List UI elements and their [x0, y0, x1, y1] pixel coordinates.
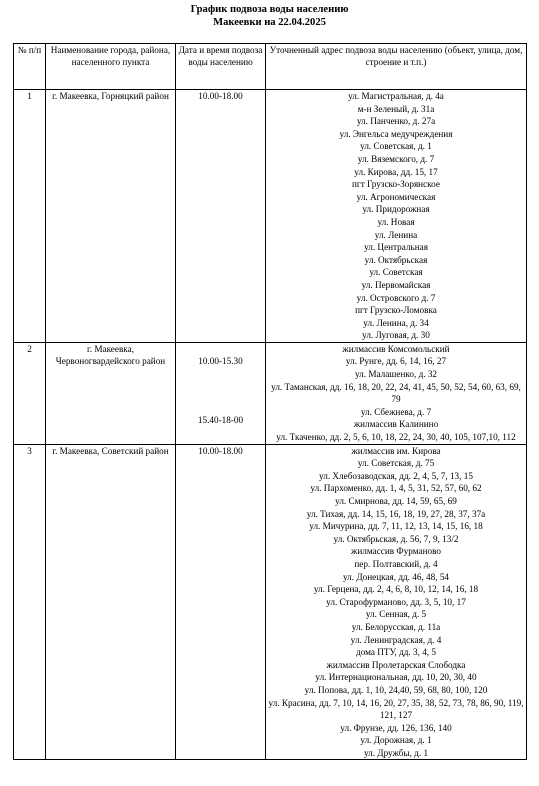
- address-item: ул. Донецкая, дд. 46, 48, 54: [342, 571, 450, 582]
- address-item: ул. Октябрьская: [364, 254, 428, 265]
- row-number: 2: [14, 342, 46, 444]
- address-item: ул. Панченко, д. 27а: [356, 116, 436, 127]
- address-item: пер. Полтавский, д. 4: [354, 558, 438, 569]
- title-line-2: Макеевки на 22.04.2025: [213, 17, 326, 28]
- table-header-row: [14, 44, 527, 90]
- header-num: № п/п: [14, 44, 46, 90]
- title-line-1: График подвоза воды населению: [190, 4, 349, 15]
- address-item: ул. Смирнова, дд. 14, 59, 65, 69: [335, 496, 457, 506]
- address-item: ул. Октябрьская, д. 56, 7, 9, 13/2: [333, 533, 459, 544]
- address-item: ул. Дружбы, д. 1: [363, 747, 429, 758]
- address-item: дома ПТУ, дд. 3, 4, 5: [356, 647, 436, 658]
- row-number: 1: [14, 90, 46, 343]
- address-item: ул. Кирова, дд. 15, 17: [354, 166, 438, 177]
- address-item: ул. Малашенко, д. 32: [354, 369, 438, 380]
- address-list: [266, 90, 527, 343]
- address-list: [266, 342, 527, 444]
- delivery-time-cell: [176, 444, 266, 760]
- delivery-time-cell: [176, 342, 266, 444]
- address-item: жилмассив Калинино: [353, 419, 439, 430]
- address-item: жилмассив Комсомольский: [342, 343, 450, 354]
- document-title: [0, 3, 539, 29]
- address-item: ул. Магистральная, д. 4а: [348, 91, 444, 101]
- address-item: ул. Фрунзе, дд. 126, 136, 140: [340, 722, 452, 733]
- address-list: [266, 444, 527, 760]
- address-item: жилмассив Фурманово: [351, 546, 441, 557]
- row-number: 3: [14, 444, 46, 760]
- address-item: ул. Сенная, д. 5: [365, 609, 427, 620]
- delivery-time-cell: [176, 90, 266, 343]
- address-item: ул. Тихая, дд. 14, 15, 16, 18, 19, 27, 28, 37, 37а: [306, 508, 486, 519]
- address-item: ул. Вяземского, д. 7: [357, 153, 435, 164]
- delivery-time: 10.00-15.30: [198, 355, 243, 366]
- table-row: [14, 342, 527, 444]
- delivery-time: 10.00-18.00: [198, 91, 243, 101]
- header-name: Наименование города, района, населенного пункта: [46, 44, 176, 90]
- header-address: Уточненный адрес подвоза воды населению (объект, улица, дом, строение и т.п.): [266, 44, 527, 90]
- address-item: ул. Луговая, д. 30: [362, 330, 430, 341]
- address-item: ул. Таманская, дд. 16, 18, 20, 22, 24, 41, 45, 50, 52, 54, 60, 63, 69, 79: [271, 381, 521, 405]
- address-item: ул. Советская, д. 1: [360, 141, 432, 152]
- delivery-time-second: 15.40-18-00: [197, 415, 244, 426]
- address-item: ул. Ленинградская, д. 4: [350, 634, 442, 645]
- address-item: м-н Зеленый, д. 31а: [357, 103, 435, 114]
- address-item: ул. Белорусская, д. 11а: [351, 621, 441, 632]
- address-item: ул. Энгельса медучреждения: [339, 128, 453, 139]
- address-item: ул. Сбежнева, д. 7: [360, 406, 432, 417]
- address-item: ул. Первомайская: [361, 279, 431, 290]
- district-name: г. Макеевка, Червоногвардейского район: [46, 342, 176, 444]
- district-name: г. Макеевка, Горняцкий район: [46, 90, 176, 343]
- address-item: ул. Герцена, дд. 2, 4, 6, 8, 10, 12, 14, 16, 18: [313, 584, 479, 595]
- address-item: жилмассив Пролетарская Слободка: [326, 659, 466, 670]
- delivery-time: 10.00-18.00: [198, 445, 243, 456]
- district-name: г. Макеевка, Советский район: [46, 444, 176, 760]
- address-item: пгт Грузско-Ломовка: [355, 305, 437, 316]
- address-item: ул. Ленина: [374, 229, 418, 240]
- address-item: ул. Ткаченко, дд. 2, 5, 6, 10, 18, 22, 24, 30, 40, 105, 107,10, 112: [276, 432, 516, 443]
- water-schedule-table: [13, 43, 527, 760]
- address-item: ул. Придорожная: [362, 204, 430, 215]
- address-item: ул. Хлебозаводская, дд. 2, 4, 5, 7, 13, 15: [319, 470, 473, 481]
- address-item: ул. Дорожная, д. 1: [360, 735, 432, 746]
- address-item: пгт Грузско-Зорянское: [352, 179, 440, 190]
- table-row: [14, 90, 527, 343]
- address-item: ул. Ленина, д. 34: [363, 317, 429, 328]
- address-item: ул. Мичурина, дд. 7, 11, 12, 13, 14, 15, 16, 18: [309, 521, 483, 532]
- address-item: ул. Попова, дд. 1, 10, 24,40, 59, 68, 80, 100, 120: [304, 684, 488, 695]
- address-item: ул. Советская: [369, 267, 423, 278]
- address-item: ул. Рунге, дд. 6, 14, 16, 27: [345, 356, 447, 367]
- address-item: ул. Центральная: [364, 242, 428, 253]
- address-item: ул. Советская, д. 75: [357, 458, 435, 469]
- address-item: жилмассив им. Кирова: [351, 445, 441, 456]
- address-item: ул. Агрономическая: [356, 191, 436, 202]
- address-item: ул. Красина, дд. 7, 10, 14, 16, 20, 27, 35, 38, 52, 73, 78, 86, 90, 119, 121, 127: [268, 697, 524, 721]
- address-item: ул. Интернациональная, дд. 10, 20, 30, 40: [315, 672, 477, 683]
- table-row: [14, 444, 527, 760]
- address-item: ул. Пархоменко, дд. 1, 4, 5, 31, 52, 57, 60, 62: [310, 483, 482, 494]
- address-item: ул. Новая: [377, 216, 415, 227]
- header-datetime: Дата и время подвоза воды населению: [176, 44, 266, 90]
- address-item: ул. Старофурманово, дд. 3, 5, 10, 17: [326, 596, 466, 607]
- address-item: ул. Островского д. 7: [356, 292, 436, 303]
